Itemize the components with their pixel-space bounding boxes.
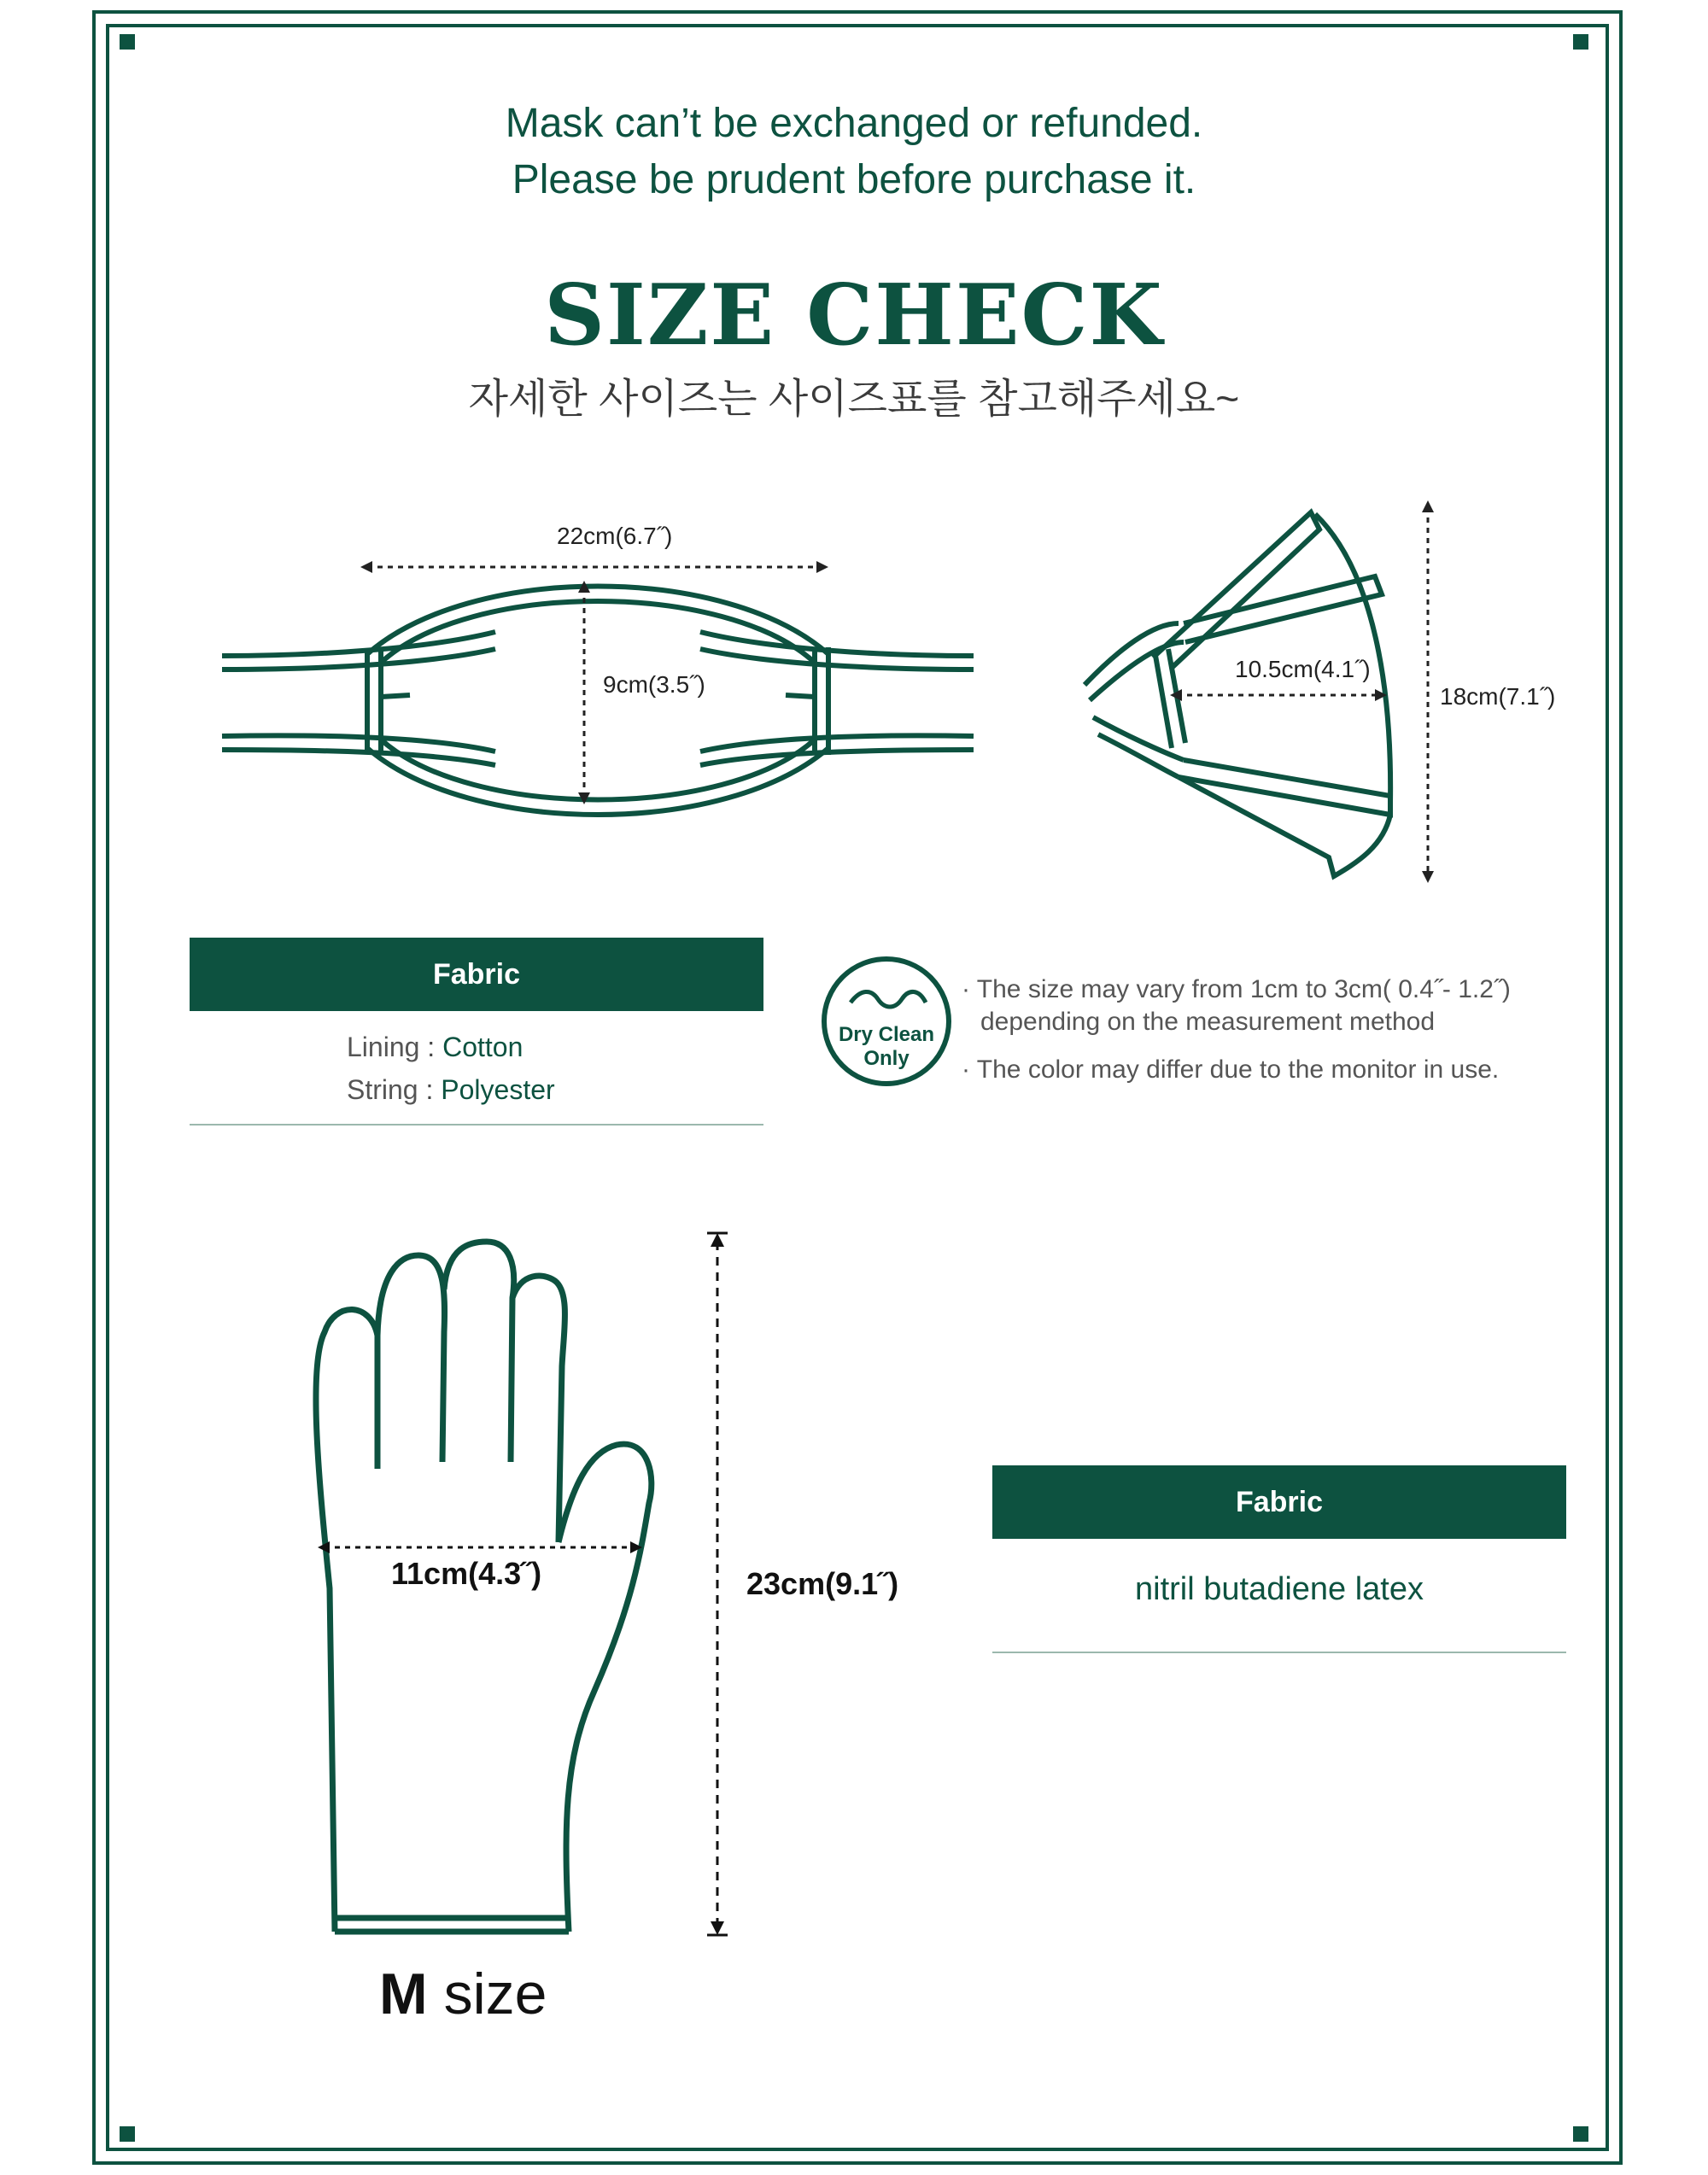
mask-depth-label: 10.5cm(4.1˝) bbox=[1235, 656, 1371, 682]
glove-width-label: 11cm(4.3˝) bbox=[391, 1556, 542, 1591]
lining-value: Cotton bbox=[442, 1032, 524, 1062]
dry-clean-badge bbox=[822, 956, 951, 1086]
glove-size-caption bbox=[379, 1961, 547, 2027]
string-value: Polyester bbox=[441, 1074, 555, 1105]
mask-height-label: 9cm(3.5˝) bbox=[603, 671, 705, 698]
size-letter: M bbox=[379, 1962, 428, 2026]
badge-line-2: Only bbox=[863, 1047, 910, 1070]
refund-notice bbox=[0, 96, 1708, 208]
care-note-1b: depending on the measurement method bbox=[980, 1008, 1436, 1036]
string-sep: : bbox=[425, 1074, 434, 1105]
wave-icon bbox=[827, 977, 946, 1020]
mask-width-label: 22cm(6.7˝) bbox=[557, 523, 673, 549]
glove-length-arrow bbox=[700, 1230, 734, 1938]
glove-fabric-rule bbox=[992, 1652, 1566, 1653]
mask-fabric-row-lining bbox=[347, 1032, 523, 1063]
page-title: SIZE CHECK bbox=[544, 266, 1164, 365]
corner-ornament-tl bbox=[120, 34, 135, 50]
mask-fabric-rule bbox=[190, 1124, 763, 1126]
size-word: size bbox=[443, 1962, 547, 2026]
mask-front-diagram bbox=[214, 512, 982, 820]
glove-fabric-value: nitril butadiene latex bbox=[1135, 1571, 1424, 1607]
badge-line-1: Dry Clean bbox=[838, 1023, 935, 1046]
notice-line-2: Please be prudent before purchase it. bbox=[512, 157, 1196, 202]
mask-side-diagram bbox=[1068, 495, 1460, 888]
page-subtitle: 자세한 사이즈는 사이즈표를 참고해주세요~ bbox=[468, 377, 1240, 422]
care-note-1a: · The size may vary from 1cm to 3cm( 0.4˝- 1.2˝) bbox=[962, 975, 1511, 1003]
notice-line-1: Mask can’t be exchanged or refunded. bbox=[505, 101, 1203, 146]
corner-ornament-br bbox=[1573, 2126, 1588, 2142]
care-note-2: · The color may differ due to the monitor in use. bbox=[962, 1055, 1500, 1084]
mask-fabric-row-string bbox=[347, 1074, 555, 1106]
corner-ornament-tr bbox=[1573, 34, 1588, 50]
corner-ornament-bl bbox=[120, 2126, 135, 2142]
glove-fabric-header: Fabric bbox=[992, 1465, 1566, 1539]
glove-length-label: 23cm(9.1˝) bbox=[746, 1566, 899, 1601]
mask-side-height-label: 18cm(7.1˝) bbox=[1440, 683, 1556, 710]
mask-fabric-header: Fabric bbox=[190, 938, 763, 1011]
string-key: String bbox=[347, 1074, 418, 1105]
lining-sep: : bbox=[427, 1032, 436, 1062]
lining-key: Lining bbox=[347, 1032, 420, 1062]
